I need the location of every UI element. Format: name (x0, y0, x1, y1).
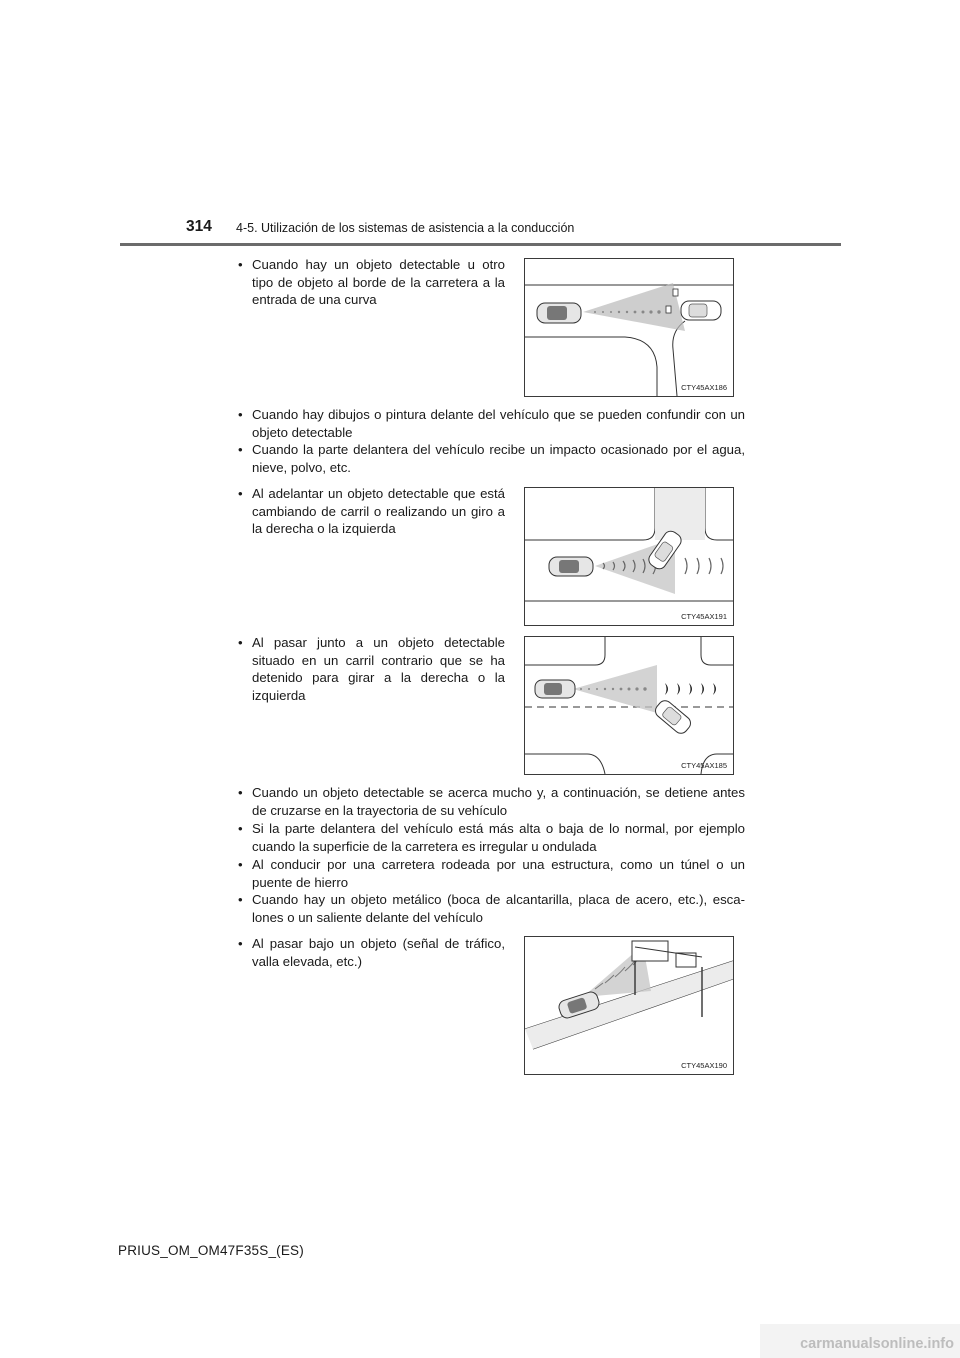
page-number: 314 (186, 218, 212, 235)
bullet-item (238, 256, 505, 309)
bullet-mark: • (238, 442, 243, 457)
bullet-item (238, 406, 745, 441)
bullet-mark: • (238, 486, 243, 501)
figure-code: CTY45AX191 (681, 612, 727, 621)
footer-doc-code: PRIUS_OM_OM47F35S_(ES) (118, 1243, 304, 1258)
section-title: 4-5. Utilización de los sistemas de asistencia a la conducción (236, 221, 575, 235)
header-rule (120, 243, 841, 246)
bullet-text: Al pasar bajo un objeto (señal de tráfico, valla elevada, etc.) (252, 936, 505, 969)
bullet-item (238, 485, 505, 538)
watermark-text: carmanualsonline.info (800, 1336, 954, 1352)
bullet-mark: • (238, 785, 243, 800)
bullet-mark: • (238, 257, 243, 272)
bullet-mark: • (238, 635, 243, 650)
bullet-item (238, 935, 505, 970)
bullet-item (238, 891, 745, 926)
bullet-item (238, 856, 745, 891)
bullet-item (238, 784, 745, 819)
bullet-text: Al pasar junto a un objeto detectable situado en un carril contrario que se ha detenido para girar a la derecha o la izquierda (252, 635, 505, 703)
watermark (760, 1324, 960, 1358)
bullet-text: Cuando un objeto detectable se acerca mucho y, a continuación, se detiene antes de cruzarse en la trayectoria de su vehículo (252, 785, 745, 818)
figure-overhead-sign (524, 936, 734, 1075)
bullet-item (238, 820, 745, 855)
figure-overtaking-turning-object (524, 487, 734, 626)
bullet-text: Cuando la parte delantera del vehículo recibe un impacto ocasionado por el agua, nieve, polvo, etc. (252, 442, 745, 475)
figure-curve-roadside-object (524, 258, 734, 397)
figure-code: CTY45AX190 (681, 1061, 727, 1070)
bullet-mark: • (238, 407, 243, 422)
bullet-text: Al adelantar un objeto detectable que está cambiando de carril o realizando un giro a la derecha o la izquierda (252, 486, 505, 537)
bullet-text: Cuando hay dibujos o pintura delante del vehículo que se pueden confundir con un objeto detectable (252, 407, 745, 440)
figure-oncoming-stopped-object (524, 636, 734, 775)
bullet-text: Al conducir por una carretera rodeada por una estructura, como un túnel o un puente de hierro (252, 857, 745, 890)
bullet-text: Cuando hay un objeto detectable u otro tipo de objeto al borde de la carretera a la entrada de una curva (252, 257, 505, 308)
bullet-text: Cuando hay un objeto metálico (boca de alcantarilla, placa de acero, etc.), esca-lones o un saliente delante del vehículo (252, 892, 745, 925)
bullet-mark: • (238, 936, 243, 951)
figure-code: CTY45AX185 (681, 761, 727, 770)
bullet-item (238, 441, 745, 476)
bullet-item (238, 634, 505, 704)
bullet-mark: • (238, 821, 243, 836)
bullet-text: Si la parte delantera del vehículo está más alta o baja de lo normal, por ejemplo cuando la superficie de la carretera es irregular u ondulada (252, 821, 745, 854)
figure-code: CTY45AX186 (681, 383, 727, 392)
bullet-mark: • (238, 857, 243, 872)
bullet-mark: • (238, 892, 243, 907)
